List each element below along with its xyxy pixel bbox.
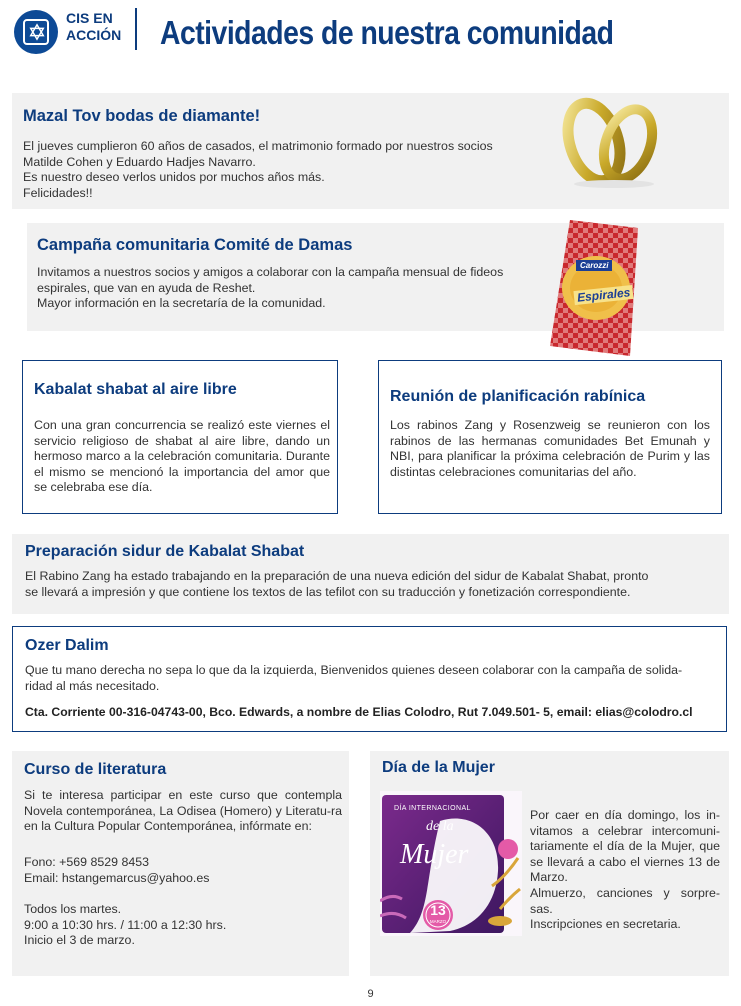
curso-intro: Si te interesa participar en este curso que contempla Novela contemporánea, La Odisea (Homero) y Literatu-ra en la Cultura Popular Contemporánea, infórmate en: bbox=[24, 788, 342, 834]
kabalat-body: Con una gran concurrencia se realizó este viernes el servicio religioso de shabat al aire libre, dando un hermoso marco a la celebración comunitaria. Durante el mismo se mencionó la importancia del amor que se celebraba ese día. bbox=[34, 418, 330, 495]
ozer-dalim-line: ridad al más necesitado. bbox=[25, 678, 160, 693]
brand-name bbox=[66, 10, 121, 44]
campana-line: Invitamos a nuestros socios y amigos a colaborar con la campaña mensual de fideos bbox=[37, 265, 504, 279]
ozer-dalim-title: Ozer Dalim bbox=[25, 637, 109, 654]
curso-section bbox=[12, 751, 349, 976]
brand-line-1: CIS EN bbox=[66, 10, 113, 26]
ozer-dalim-account: Cta. Corriente 00-316-04743-00, Bco. Edwards, a nombre de Elias Colodro, Rut 7.049.501- 5, email: elias@colodro.cl bbox=[25, 705, 693, 719]
pasta-package-image bbox=[548, 218, 640, 358]
reunion-section bbox=[378, 360, 722, 514]
campana-line: espirales, que van en ayuda de Reshet. bbox=[37, 280, 256, 295]
mujer-paragraph-2: Almuerzo, canciones y sorpre-sas. bbox=[530, 885, 720, 916]
campana-title: Campaña comunitaria Comité de Damas bbox=[37, 236, 353, 254]
header-divider bbox=[135, 8, 137, 50]
mujer-section bbox=[370, 751, 729, 976]
star-of-david-icon bbox=[28, 23, 46, 41]
ozer-dalim-line: Que tu mano derecha no sepa lo que da la izquierda, Bienvenidos quienes deseen colaborar con la campaña de solida- bbox=[25, 663, 683, 677]
mazal-tov-line: El jueves cumplieron 60 años de casados, el matrimonio formado por nuestros socios bbox=[23, 139, 493, 153]
sidur-title: Preparación sidur de Kabalat Shabat bbox=[25, 543, 305, 560]
page-header bbox=[14, 8, 734, 56]
curso-email: Email: hstangemarcus@yahoo.es bbox=[24, 870, 210, 885]
mazal-tov-title: Mazal Tov bodas de diamante! bbox=[23, 107, 261, 125]
mujer-title: Día de la Mujer bbox=[382, 759, 495, 776]
curso-days: Todos los martes. bbox=[24, 902, 122, 916]
mujer-poster-image bbox=[380, 791, 522, 936]
page-title: Actividades de nuestra comunidad bbox=[160, 14, 614, 51]
poster-mujer-text: Mujer bbox=[400, 839, 469, 870]
mazal-tov-line: Felicidades!! bbox=[23, 185, 93, 200]
pasta-brand: Carozzi bbox=[576, 260, 612, 271]
reunion-title: Reunión de planificación rabínica bbox=[390, 388, 646, 405]
poster-top-text: DÍA INTERNACIONAL bbox=[394, 805, 471, 812]
curso-title: Curso de literatura bbox=[24, 761, 167, 778]
brand-line-2: ACCIÓN bbox=[66, 27, 122, 43]
campana-line: Mayor información en la secretaría de la comunidad. bbox=[37, 296, 326, 311]
mazal-tov-line: Matilde Cohen y Eduardo Hadjes Navarro. bbox=[23, 154, 256, 169]
mujer-paragraph-3: Inscripciones en secretaria. bbox=[530, 917, 681, 932]
poster-month: MARZO bbox=[429, 919, 447, 924]
pasta-name: Espirales bbox=[573, 285, 634, 305]
page-number: 9 bbox=[367, 988, 374, 1000]
kabalat-title: Kabalat shabat al aire libre bbox=[34, 381, 237, 398]
sidur-line: se llevará a impresión y que contiene los textos de las tefilot con su traducción y fonetización correspondiente. bbox=[25, 584, 631, 599]
poster-day: 13 bbox=[430, 902, 446, 918]
sidur-line: El Rabino Zang ha estado trabajando en la preparación de una nueva edición del sidur de Kabalat Shabat, pronto bbox=[25, 569, 649, 583]
ozer-dalim-section bbox=[12, 626, 727, 732]
book-icon bbox=[23, 19, 49, 45]
reunion-body: Los rabinos Zang y Rosenzweig se reunieron con los rabinos de las hermanas comunidades Bet Emunah y NBI, para planificar la próxima celebración de Purim y las distintas celebraciones comunitarias del año. bbox=[390, 418, 710, 479]
poster-de-text: de la bbox=[426, 819, 454, 834]
curso-hours: 9:00 a 10:30 hrs. / 11:00 a 12:30 hrs. bbox=[24, 917, 227, 932]
mujer-paragraph-1: Por caer en día domingo, los in-vitamos a celebrar intercomuni-tariamente el día de la Mujer, que se llevará a cabo el viernes 13 de Marzo. bbox=[530, 808, 720, 885]
mazal-tov-line: Es nuestro deseo verlos unidos por muchos años más. bbox=[23, 170, 325, 185]
logo bbox=[14, 10, 58, 54]
curso-start: Inicio el 3 de marzo. bbox=[24, 933, 135, 948]
wedding-rings-image bbox=[552, 92, 672, 192]
sidur-section bbox=[12, 534, 729, 614]
kabalat-section bbox=[22, 360, 338, 514]
curso-phone: Fono: +569 8529 8453 bbox=[24, 855, 150, 869]
